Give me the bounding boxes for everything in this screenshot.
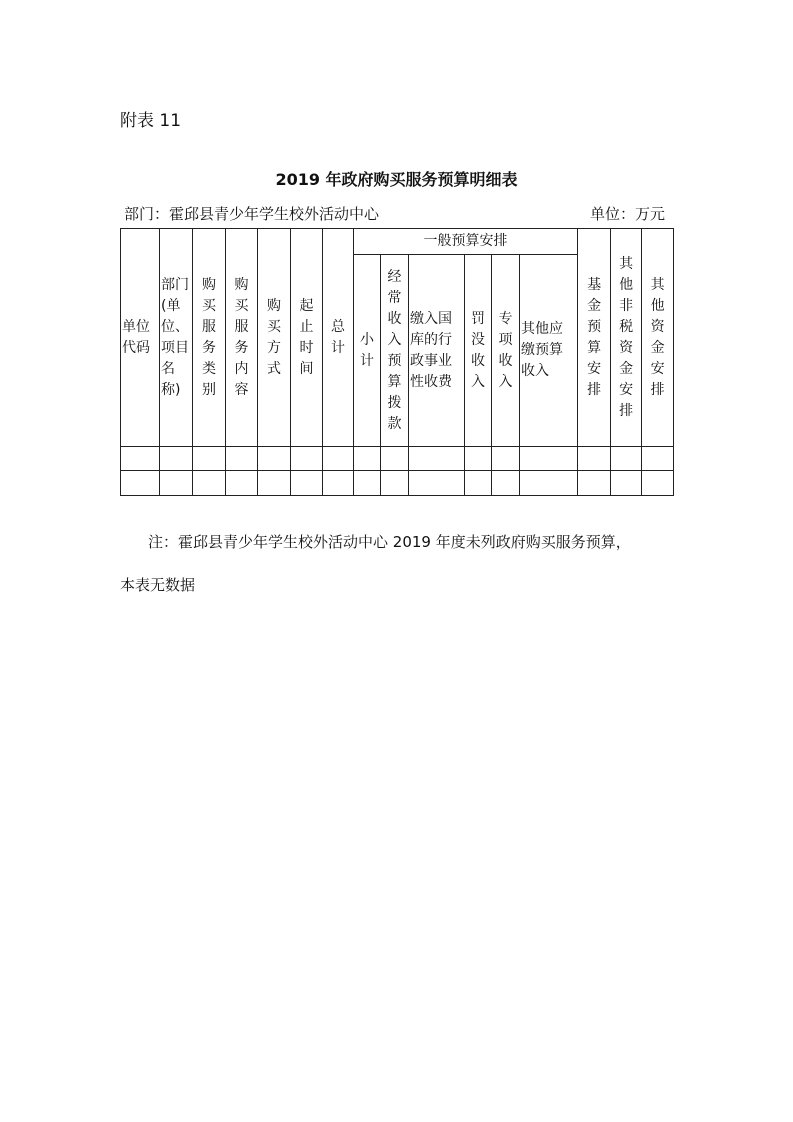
table-cell — [381, 447, 409, 471]
table-cell — [642, 471, 674, 496]
table-row — [121, 471, 674, 496]
table-cell — [492, 471, 520, 496]
header-other-nontax: 其他非税资金安排 — [611, 229, 642, 447]
table-cell — [409, 447, 465, 471]
table-cell — [291, 471, 323, 496]
table-cell — [642, 447, 674, 471]
table-cell — [291, 447, 323, 471]
table-cell — [323, 447, 354, 471]
header-fines: 罚没收入 — [465, 255, 492, 447]
header-period: 起止时间 — [291, 229, 323, 447]
header-fund-budget: 基金预算安排 — [578, 229, 611, 447]
table-cell — [465, 471, 492, 496]
table-cell — [193, 447, 226, 471]
table-cell — [492, 447, 520, 471]
header-general-budget: 一般预算安排 — [354, 229, 578, 255]
header-subtotal: 小计 — [354, 255, 381, 447]
table-cell — [381, 471, 409, 496]
header-unit-code: 单位代码 — [121, 229, 160, 447]
table-cell — [323, 471, 354, 496]
table-cell — [160, 471, 193, 496]
table-row — [121, 447, 674, 471]
header-total: 总计 — [323, 229, 354, 447]
header-service-content: 购买服务内容 — [226, 229, 258, 447]
table-cell — [611, 447, 642, 471]
table-cell — [193, 471, 226, 496]
page-title: 2019 年政府购买服务预算明细表 — [275, 170, 518, 189]
table-cell — [258, 471, 291, 496]
table-cell — [578, 447, 611, 471]
table-cell — [520, 447, 578, 471]
table-cell — [578, 471, 611, 496]
unit-label: 单位：万元 — [590, 205, 666, 223]
header-treasury-fees: 缴入国库的行政事业性收费 — [409, 255, 465, 447]
header-service-type: 购买服务类别 — [193, 229, 226, 447]
header-special-income: 专项收入 — [492, 255, 520, 447]
table-cell — [465, 447, 492, 471]
table-header-row-1 — [121, 229, 674, 255]
table-cell — [354, 447, 381, 471]
table-cell — [121, 471, 160, 496]
table-cell — [160, 447, 193, 471]
header-purchase-method: 购买方式 — [258, 229, 291, 447]
table-cell — [226, 447, 258, 471]
department-label: 部门：霍邱县青少年学生校外活动中心 — [124, 205, 380, 223]
budget-table — [120, 228, 674, 496]
table-cell — [520, 471, 578, 496]
note-line-2: 本表无数据 — [120, 576, 196, 594]
table-cell — [611, 471, 642, 496]
note-line-1: 注：霍邱县青少年学生校外活动中心 2019 年度未列政府购买服务预算， — [148, 533, 631, 551]
table-cell — [258, 447, 291, 471]
table-cell — [409, 471, 465, 496]
table-cell — [354, 471, 381, 496]
header-regular-income: 经常收入预算拨款 — [381, 255, 409, 447]
header-dept-name: 部门(单位、项目名称) — [160, 229, 193, 447]
header-other-funds: 其他资金安排 — [642, 229, 674, 447]
header-other-income: 其他应缴预算收入 — [520, 255, 578, 447]
table-cell — [121, 447, 160, 471]
appendix-label: 附表 11 — [120, 111, 182, 131]
table-cell — [226, 471, 258, 496]
